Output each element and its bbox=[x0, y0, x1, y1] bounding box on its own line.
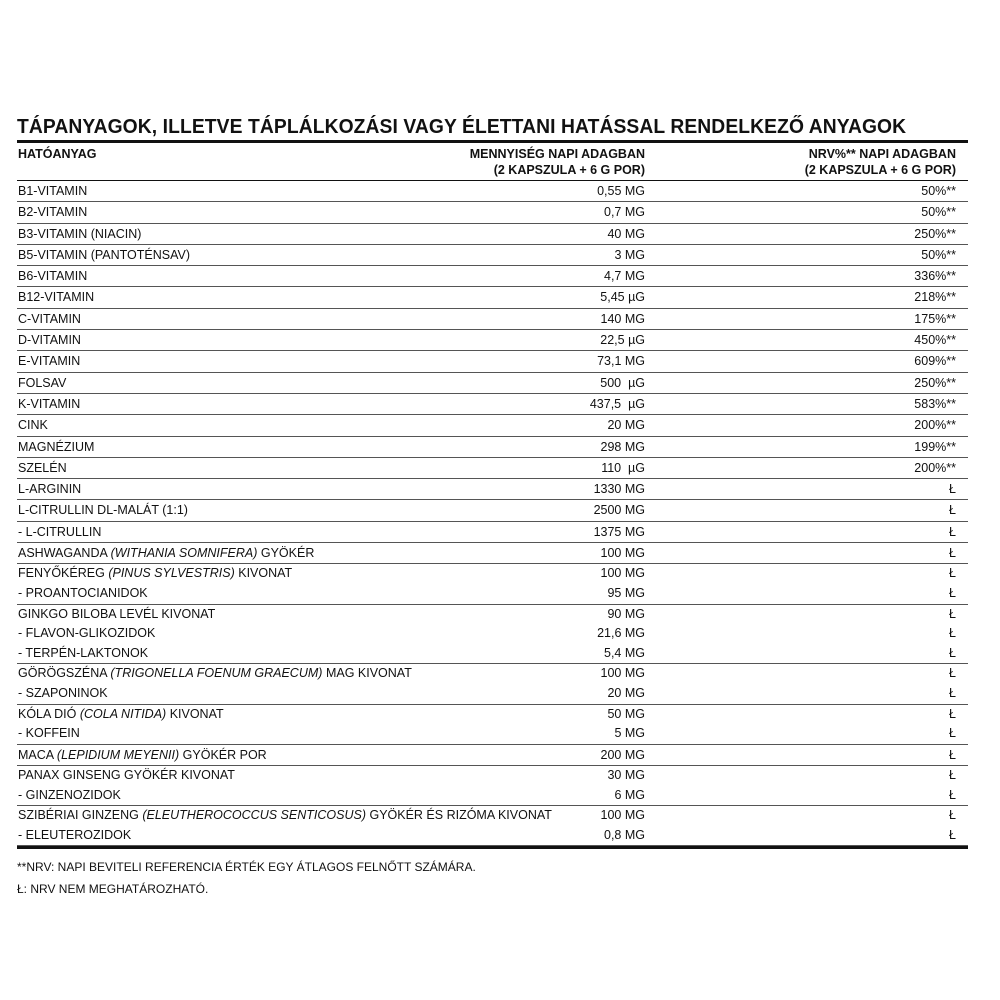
ingredient-name bbox=[18, 745, 267, 765]
ingredient-name bbox=[18, 664, 412, 684]
table-row-group bbox=[17, 745, 968, 766]
daily-amount: 22,5 µG bbox=[600, 333, 645, 348]
ingredient-label: CINK bbox=[18, 418, 48, 433]
ingredient-part: GYÖKÉR bbox=[260, 546, 315, 561]
ingredient-label: - FLAVON-GLIKOZIDOK bbox=[18, 626, 156, 641]
daily-amount: 1330 MG bbox=[593, 482, 645, 497]
ingredient-label: - SZAPONINOK bbox=[18, 685, 108, 700]
ingredient-name bbox=[18, 458, 67, 478]
table-row bbox=[17, 415, 968, 435]
table-row bbox=[17, 458, 968, 478]
table-row bbox=[17, 584, 968, 604]
ingredient-label: PANAX GINSENG GYÖKÉR KIVONAT bbox=[18, 767, 235, 782]
table-row-group bbox=[17, 766, 968, 806]
table-row bbox=[17, 287, 968, 307]
nrv-percent: Ł bbox=[949, 747, 956, 762]
header-amount bbox=[470, 146, 645, 178]
ingredient-name bbox=[18, 705, 224, 725]
nrv-percent: Ł bbox=[949, 524, 956, 539]
daily-amount: 1375 MG bbox=[593, 524, 645, 539]
nrv-percent: Ł bbox=[949, 606, 956, 621]
ingredient-name bbox=[18, 351, 80, 371]
daily-amount: 73,1 MG bbox=[597, 354, 645, 369]
nrv-percent: Ł bbox=[949, 482, 956, 497]
ingredient-label: - TERPÉN-LAKTONOK bbox=[18, 645, 149, 660]
table-row bbox=[17, 644, 968, 664]
daily-amount: 298 MG bbox=[600, 439, 645, 454]
ingredient-label: SZIBÉRIAI GINZENG bbox=[18, 808, 139, 823]
daily-amount: 50 MG bbox=[607, 706, 645, 721]
table-row bbox=[17, 309, 968, 329]
ingredient-name bbox=[18, 330, 81, 350]
ingredient-label: B12-VITAMIN bbox=[18, 290, 95, 305]
daily-amount: 3 MG bbox=[614, 247, 645, 262]
ingredient-name bbox=[18, 522, 101, 542]
table-row bbox=[17, 745, 968, 765]
daily-amount: 95 MG bbox=[607, 585, 645, 600]
table-row-group bbox=[17, 245, 968, 266]
table-row bbox=[17, 543, 968, 563]
daily-amount: 5 MG bbox=[614, 726, 645, 741]
table-row-group bbox=[17, 181, 968, 202]
ingredient-label: MACA bbox=[18, 747, 54, 762]
ingredient-label: ASHWAGANDA bbox=[18, 546, 108, 561]
ingredient-name bbox=[18, 766, 235, 786]
table-row bbox=[17, 522, 968, 542]
ingredient-name bbox=[18, 394, 80, 414]
nrv-percent: Ł bbox=[949, 626, 956, 641]
table-row bbox=[17, 826, 968, 846]
nrv-percent: Ł bbox=[949, 685, 956, 700]
ingredient-label: B6-VITAMIN bbox=[18, 269, 88, 284]
ingredient-latin-name: (COLA NITIDA) bbox=[79, 706, 167, 721]
table-row bbox=[17, 266, 968, 286]
ingredient-latin-name: (PINUS SYLVESTRIS) bbox=[108, 566, 235, 581]
daily-amount: 30 MG bbox=[607, 767, 645, 782]
table-row bbox=[17, 351, 968, 371]
ingredient-label: L-ARGININ bbox=[18, 482, 82, 497]
daily-amount: 100 MG bbox=[600, 566, 645, 581]
nrv-percent: 250%** bbox=[914, 226, 956, 241]
header-nrv-line2: (2 KAPSZULA + 6 G POR) bbox=[804, 163, 956, 177]
nrv-percent: 336%** bbox=[914, 269, 956, 284]
table-row-group bbox=[17, 202, 968, 223]
header-nrv bbox=[805, 146, 956, 178]
ingredient-label: - KOFFEIN bbox=[18, 726, 80, 741]
table-row bbox=[17, 605, 968, 625]
nrv-percent: Ł bbox=[949, 706, 956, 721]
ingredient-label: - PROANTOCIANIDOK bbox=[18, 585, 148, 600]
ingredient-label: SZELÉN bbox=[18, 460, 67, 475]
daily-amount: 100 MG bbox=[600, 666, 645, 681]
table-row-group bbox=[17, 351, 968, 372]
nrv-percent: 450%** bbox=[914, 333, 956, 348]
table-row bbox=[17, 664, 968, 684]
table-row bbox=[17, 500, 968, 520]
header-ingredient: HATÓANYAG bbox=[18, 147, 97, 161]
table-row-group bbox=[17, 664, 968, 704]
table-row-group bbox=[17, 373, 968, 394]
footnotes bbox=[17, 856, 968, 900]
daily-amount: 20 MG bbox=[607, 418, 645, 433]
table-row bbox=[17, 624, 968, 644]
ingredient-name bbox=[18, 543, 314, 563]
table-row-group bbox=[17, 543, 968, 564]
ingredient-name bbox=[18, 373, 66, 393]
ingredient-name bbox=[18, 479, 81, 499]
nrv-percent: Ł bbox=[949, 546, 956, 561]
ingredient-name bbox=[18, 415, 48, 435]
nrv-percent: 583%** bbox=[914, 396, 956, 411]
ingredient-name bbox=[18, 605, 215, 625]
table-row bbox=[17, 373, 968, 393]
table-row-group bbox=[17, 266, 968, 287]
table-row-group bbox=[17, 458, 968, 479]
nrv-percent: 250%** bbox=[914, 375, 956, 390]
daily-amount: 500 µG bbox=[600, 375, 645, 390]
table-body bbox=[17, 181, 968, 846]
daily-amount: 100 MG bbox=[600, 808, 645, 823]
table-row-group bbox=[17, 309, 968, 330]
table-title: TÁPANYAGOK, ILLETVE TÁPLÁLKOZÁSI VAGY ÉLETTANI HATÁSSAL RENDELKEZŐ ANYAGOK bbox=[17, 115, 907, 138]
table-row-group bbox=[17, 564, 968, 604]
daily-amount: 0,7 MG bbox=[604, 205, 645, 220]
table-row bbox=[17, 786, 968, 806]
daily-amount: 100 MG bbox=[600, 546, 645, 561]
ingredient-part: MAG KIVONAT bbox=[325, 666, 412, 681]
ingredient-name bbox=[18, 564, 292, 584]
table-row-group bbox=[17, 500, 968, 521]
ingredient-label: L-CITRULLIN DL-MALÁT (1:1) bbox=[18, 503, 188, 518]
ingredient-name bbox=[18, 266, 87, 286]
ingredient-label: FENYŐKÉREG bbox=[18, 566, 105, 581]
ingredient-name bbox=[18, 786, 121, 806]
nrv-percent: 175%** bbox=[914, 311, 956, 326]
ingredient-name bbox=[18, 245, 190, 265]
ingredient-latin-name: (ELEUTHEROCOCCUS SENTICOSUS) bbox=[142, 808, 366, 823]
nrv-percent: 218%** bbox=[914, 290, 956, 305]
table-row-group bbox=[17, 394, 968, 415]
ingredient-latin-name: (TRIGONELLA FOENUM GRAECUM) bbox=[110, 666, 323, 681]
ingredient-name bbox=[18, 287, 94, 307]
ingredient-name bbox=[18, 644, 148, 664]
daily-amount: 0,55 MG bbox=[597, 184, 645, 198]
ingredient-label: E-VITAMIN bbox=[18, 354, 81, 369]
ingredient-label: FOLSAV bbox=[18, 375, 67, 390]
daily-amount: 20 MG bbox=[607, 685, 645, 700]
table-row bbox=[17, 766, 968, 786]
daily-amount: 40 MG bbox=[607, 226, 645, 241]
table-row-group bbox=[17, 224, 968, 245]
ingredient-label: C-VITAMIN bbox=[18, 311, 81, 326]
nrv-percent: Ł bbox=[949, 666, 956, 681]
ingredient-label: B5-VITAMIN (PANTOTÉNSAV) bbox=[18, 247, 191, 262]
nrv-percent: Ł bbox=[949, 726, 956, 741]
ingredient-label: B2-VITAMIN bbox=[18, 205, 88, 220]
ingredient-part: KIVONAT bbox=[238, 566, 293, 581]
ingredient-name bbox=[18, 826, 131, 846]
table-row-group bbox=[17, 415, 968, 436]
table-row bbox=[17, 330, 968, 350]
table-header bbox=[17, 143, 968, 180]
table-row-group bbox=[17, 806, 968, 846]
table-row-group bbox=[17, 330, 968, 351]
ingredient-label: - GINZENOZIDOK bbox=[18, 787, 121, 802]
table-row-group bbox=[17, 705, 968, 745]
table-row bbox=[17, 806, 968, 826]
ingredient-label: D-VITAMIN bbox=[18, 333, 81, 348]
nrv-percent: 609%** bbox=[914, 354, 956, 369]
nrv-percent: 200%** bbox=[914, 418, 956, 433]
table-row bbox=[17, 224, 968, 244]
ingredient-name bbox=[18, 500, 188, 520]
ingredient-label: KÓLA DIÓ bbox=[18, 706, 77, 721]
ingredient-part: GYÖKÉR ÉS RIZÓMA KIVONAT bbox=[369, 808, 552, 823]
ingredient-label: B3-VITAMIN (NIACIN) bbox=[18, 226, 142, 241]
footnote-undetermined: Ł: NRV NEM MEGHATÁROZHATÓ. bbox=[17, 882, 209, 897]
ingredient-label: - ELEUTEROZIDOK bbox=[18, 827, 132, 842]
table-row bbox=[17, 479, 968, 499]
table-row bbox=[17, 684, 968, 704]
nrv-percent: Ł bbox=[949, 503, 956, 518]
ingredient-label: B1-VITAMIN bbox=[18, 184, 88, 198]
ingredient-name bbox=[18, 224, 141, 244]
daily-amount: 90 MG bbox=[607, 606, 645, 621]
table-row bbox=[17, 437, 968, 457]
daily-amount: 4,7 MG bbox=[604, 269, 645, 284]
daily-amount: 6 MG bbox=[614, 787, 645, 802]
ingredient-part: KIVONAT bbox=[169, 706, 224, 721]
table-row-group bbox=[17, 437, 968, 458]
table-row bbox=[17, 394, 968, 414]
table-row bbox=[17, 245, 968, 265]
ingredient-name bbox=[18, 806, 552, 826]
ingredient-latin-name: (WITHANIA SOMNIFERA) bbox=[110, 546, 258, 561]
table-row bbox=[17, 181, 968, 201]
daily-amount: 110 µG bbox=[601, 460, 645, 475]
header-nrv-line1: NRV%** NAPI ADAGBAN bbox=[808, 147, 956, 161]
table-row bbox=[17, 705, 968, 725]
ingredient-name bbox=[18, 437, 94, 457]
nrv-percent: 200%** bbox=[914, 460, 956, 475]
daily-amount: 140 MG bbox=[600, 311, 645, 326]
ingredient-name bbox=[18, 309, 81, 329]
header-amount-line1: MENNYISÉG NAPI ADAGBAN bbox=[469, 147, 645, 161]
ingredient-name bbox=[18, 181, 87, 201]
ingredient-label: MAGNÉZIUM bbox=[18, 439, 95, 454]
nrv-percent: Ł bbox=[949, 566, 956, 581]
nrv-percent: Ł bbox=[949, 787, 956, 802]
nrv-percent: 50%** bbox=[921, 184, 956, 198]
nrv-percent: Ł bbox=[949, 827, 956, 842]
table-row bbox=[17, 202, 968, 222]
footnote-nrv: **NRV: NAPI BEVITELI REFERENCIA ÉRTÉK EGY ÁTLAGOS FELNŐTT SZÁMÁRA. bbox=[17, 860, 476, 875]
table-row-group bbox=[17, 605, 968, 665]
daily-amount: 0,8 MG bbox=[604, 827, 645, 842]
ingredient-latin-name: (LEPIDIUM MEYENII) bbox=[56, 747, 180, 762]
ingredient-name bbox=[18, 202, 87, 222]
nrv-percent: Ł bbox=[949, 585, 956, 600]
ingredient-name bbox=[18, 724, 80, 744]
nrv-percent: Ł bbox=[949, 808, 956, 823]
ingredient-name bbox=[18, 624, 155, 644]
nrv-percent: Ł bbox=[949, 767, 956, 782]
daily-amount: 437,5 µG bbox=[589, 396, 645, 411]
ingredient-name bbox=[18, 584, 148, 604]
nutrition-table-panel bbox=[17, 114, 968, 900]
daily-amount: 2500 MG bbox=[593, 503, 645, 518]
daily-amount: 200 MG bbox=[600, 747, 645, 762]
daily-amount: 5,45 µG bbox=[600, 290, 645, 305]
daily-amount: 21,6 MG bbox=[597, 626, 645, 641]
nrv-percent: 199%** bbox=[914, 439, 956, 454]
daily-amount: 5,4 MG bbox=[604, 645, 645, 660]
ingredient-label: GINKGO BILOBA LEVÉL KIVONAT bbox=[18, 606, 216, 621]
ingredient-part: GYÖKÉR POR bbox=[182, 747, 267, 762]
table-row-group bbox=[17, 479, 968, 500]
table-row bbox=[17, 724, 968, 744]
nrv-percent: 50%** bbox=[921, 205, 956, 220]
ingredient-label: K-VITAMIN bbox=[18, 396, 81, 411]
table-row bbox=[17, 564, 968, 584]
header-amount-line2: (2 KAPSZULA + 6 G POR) bbox=[493, 163, 645, 177]
nrv-percent: Ł bbox=[949, 645, 956, 660]
table-bottom-rule bbox=[17, 846, 968, 849]
table-row-group bbox=[17, 522, 968, 543]
nrv-percent: 50%** bbox=[921, 247, 956, 262]
ingredient-name bbox=[18, 684, 108, 704]
ingredient-label: - L-CITRULLIN bbox=[18, 524, 102, 539]
table-row-group bbox=[17, 287, 968, 308]
ingredient-label: GÖRÖGSZÉNA bbox=[18, 666, 107, 681]
